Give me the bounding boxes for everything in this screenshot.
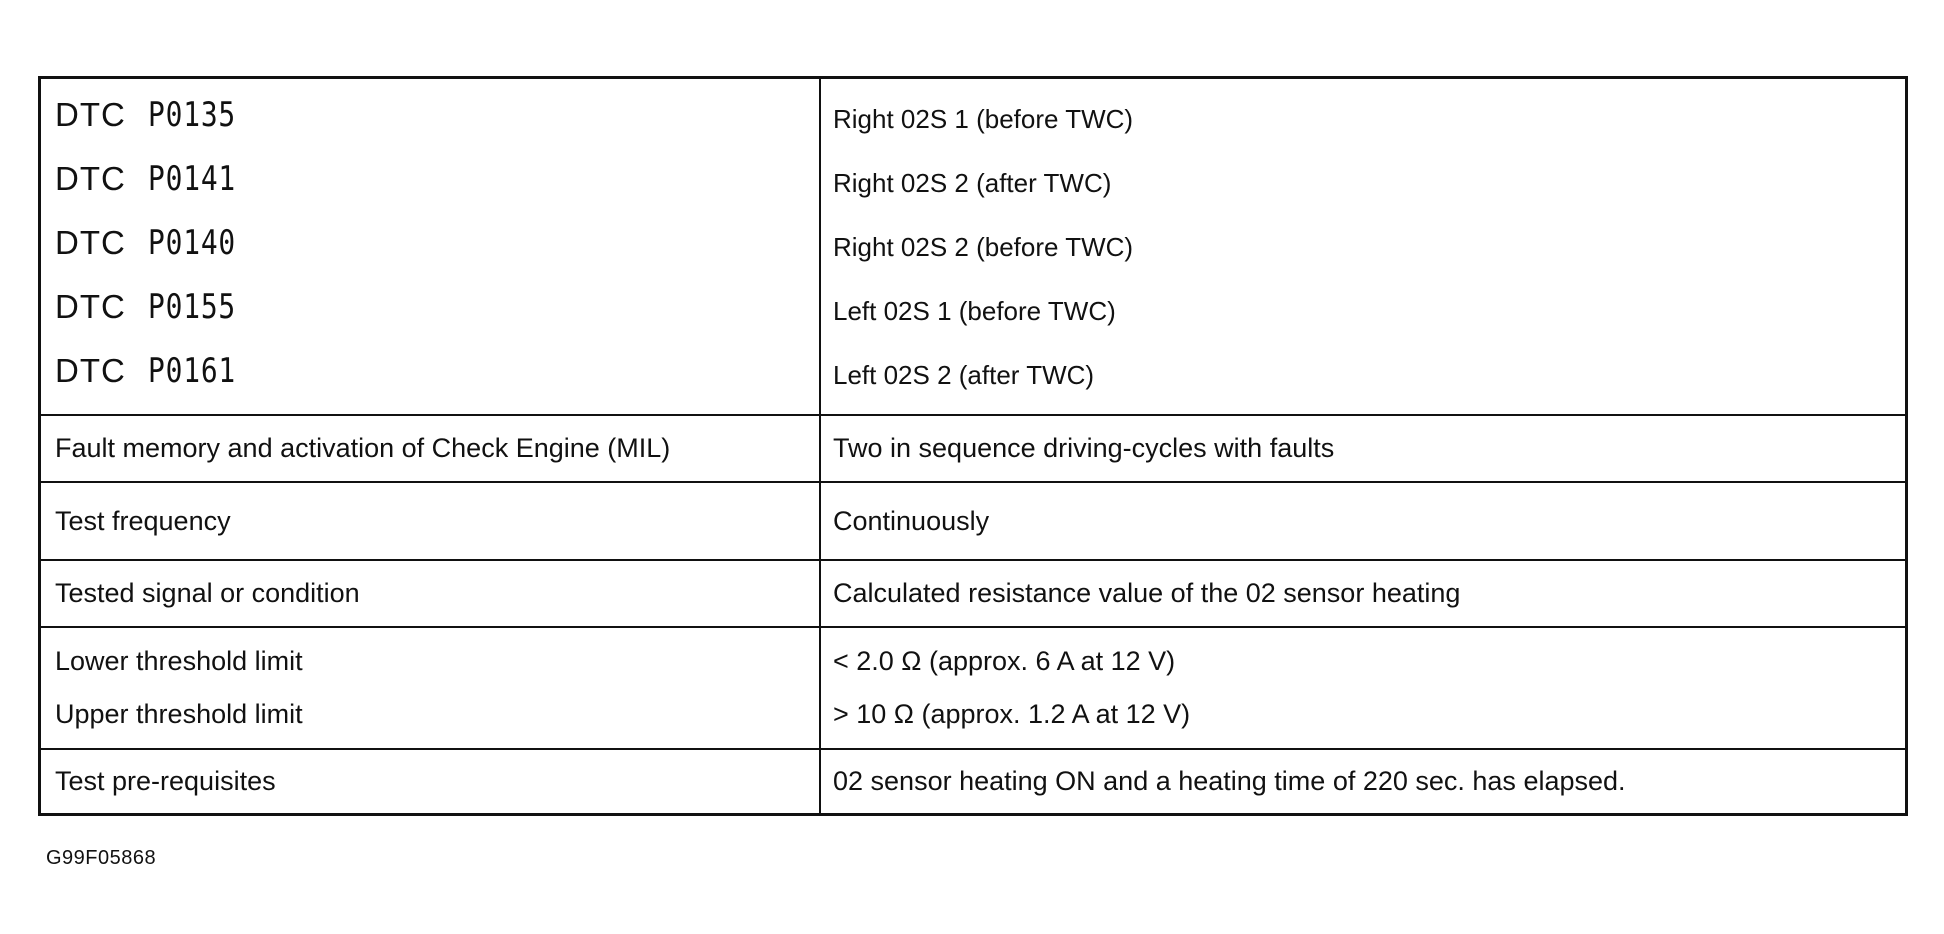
- threshold-label-cell: [41, 628, 821, 748]
- dtc-code: P0140: [147, 223, 236, 263]
- dtc-description-cell: [821, 79, 1905, 414]
- tested-signal-label-cell: [41, 561, 821, 626]
- dtc-prefix: DTC: [55, 224, 126, 261]
- dtc-code: P0155: [147, 287, 236, 327]
- fault-memory-label-cell: [41, 416, 821, 481]
- fault-memory-value-cell: [821, 416, 1905, 481]
- prerequisites-value-cell: [821, 750, 1905, 813]
- tested-signal-row: [41, 561, 1905, 628]
- dtc-code: P0135: [147, 95, 236, 135]
- dtc-item: [55, 147, 819, 211]
- upper-threshold-label: Upper threshold limit: [55, 699, 303, 729]
- fault-memory-row: [41, 416, 1905, 483]
- dtc-item: [55, 275, 819, 339]
- tested-signal-value-cell: [821, 561, 1905, 626]
- threshold-row: [41, 628, 1905, 750]
- dtc-code-cell: [41, 79, 821, 414]
- prerequisites-label: Test pre-requisites: [55, 766, 276, 796]
- dtc-description: Right 02S 1 (before TWC): [833, 104, 1134, 134]
- figure-id: G99F05868: [46, 847, 157, 869]
- prerequisites-row: [41, 750, 1905, 813]
- dtc-description: Left 02S 1 (before TWC): [833, 296, 1116, 326]
- dtc-item: [55, 339, 819, 403]
- fault-memory-value: Two in sequence driving-cycles with faults: [833, 433, 1335, 463]
- dtc-description: Left 02S 2 (after TWC): [833, 360, 1095, 390]
- prerequisites-value: 02 sensor heating ON and a heating time of 220 sec. has elapsed.: [833, 766, 1626, 796]
- prerequisites-label-cell: [41, 750, 821, 813]
- upper-threshold-value: > 10 Ω (approx. 1.2 A at 12 V): [833, 699, 1191, 729]
- dtc-code: P0141: [147, 159, 236, 199]
- lower-threshold-label: Lower threshold limit: [55, 646, 303, 676]
- dtc-description: Right 02S 2 (after TWC): [833, 168, 1112, 198]
- dtc-prefix: DTC: [55, 160, 126, 197]
- test-frequency-value-cell: [821, 483, 1905, 559]
- test-frequency-value: Continuously: [833, 505, 990, 536]
- dtc-description: Right 02S 2 (before TWC): [833, 232, 1134, 262]
- dtc-description-list: [833, 79, 1905, 407]
- threshold-value-cell: [821, 628, 1905, 748]
- dtc-prefix: DTC: [55, 96, 126, 133]
- dtc-code: P0161: [147, 351, 236, 391]
- test-frequency-label: Test frequency: [55, 505, 231, 536]
- dtc-code-list: [55, 79, 819, 403]
- tested-signal-value: Calculated resistance value of the 02 sensor heating: [833, 578, 1461, 608]
- fault-memory-label: Fault memory and activation of Check Engine (MIL): [55, 433, 671, 463]
- tested-signal-label: Tested signal or condition: [55, 578, 360, 608]
- dtc-prefix: DTC: [55, 288, 126, 325]
- dtc-item: [55, 83, 819, 147]
- dtc-row: [41, 79, 1905, 416]
- test-frequency-row: [41, 483, 1905, 561]
- test-frequency-label-cell: [41, 483, 821, 559]
- dtc-spec-table: [38, 76, 1908, 816]
- dtc-item: [55, 211, 819, 275]
- dtc-prefix: DTC: [55, 352, 126, 389]
- lower-threshold-value: < 2.0 Ω (approx. 6 A at 12 V): [833, 646, 1176, 676]
